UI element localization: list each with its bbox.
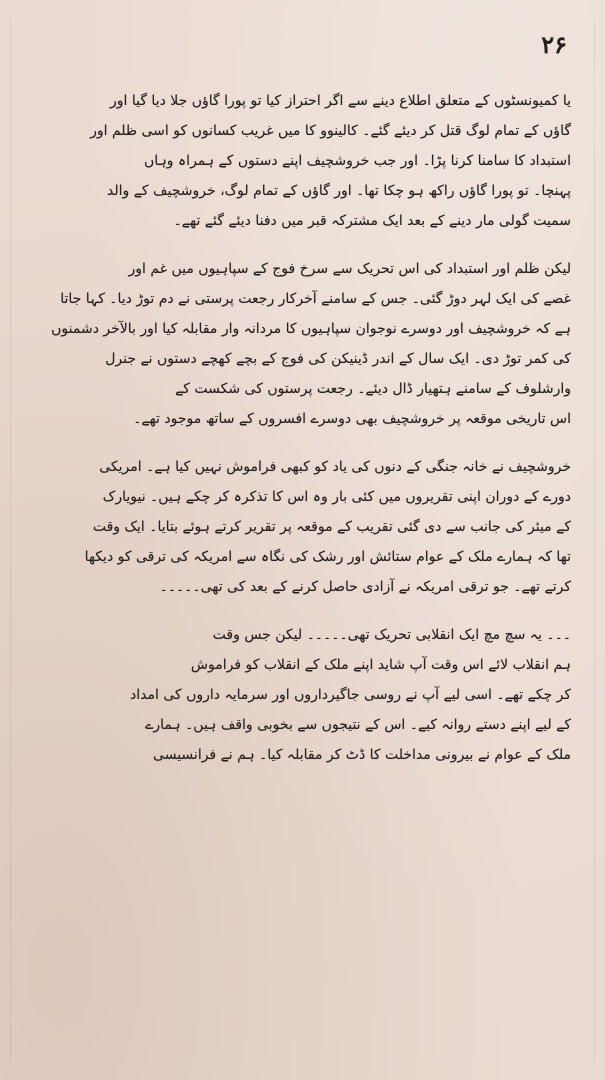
text-line: تھا کہ ہمارے ملک کے عوام ستائش اور رشک کی نگاہ سے امریکہ کی ترقی کو دیکھا <box>84 549 571 565</box>
paragraph <box>40 620 571 770</box>
text-line: خروشچیف نے خانہ جنگی کے دنوں کی یاد کو کبھی فراموش نہیں کیا ہے۔ امریکی <box>99 459 571 475</box>
paragraph <box>40 254 571 434</box>
text-line: ملک کے عوام نے بیرونی مداخلت کا ڈٹ کر مقابلہ کیا۔ ہم نے فرانسیسی <box>153 747 571 763</box>
paragraph <box>40 86 571 236</box>
text-line: کرتے تھے۔ جو ترقی امریکہ نے آزادی حاصل کرنے کے بعد کی تھی۔۔۔۔۔ <box>159 579 571 595</box>
text-line: دورے کے دوران اپنی تقریروں میں کئی بار وہ اس کا تذکرہ کر چکے ہیں۔ نیویارک <box>102 489 571 505</box>
text-line: اس تاریخی موقعہ پر خروشچیف بھی دوسرے افسروں کے ساتھ موجود تھے۔ <box>133 411 571 427</box>
text-line: ہے کہ خروشچیف اور دوسرے نوجوان سپاہیوں کا مردانہ وار مقابلہ کیا اور بالآخر دشمنوں <box>51 321 571 337</box>
page-body <box>40 86 571 788</box>
page-number: ۲۶ <box>541 30 567 59</box>
text-line: کے میئر کی جانب سے دی گئی تقریب کے موقعہ پر تقریر کرتے ہوئے بتایا۔ ایک وقت <box>92 519 571 535</box>
text-line: یا کمیونسٹوں کے متعلق اطلاع دینے سے اگر احتراز کیا تو پورا گاؤں جلا دیا گیا اور <box>109 93 571 109</box>
text-line: استبداد کا سامنا کرنا پڑا۔ اور جب خروشچیف اپنے دستوں کے ہمراہ وہاں <box>144 153 571 169</box>
text-line: لیکن ظلم اور استبداد کی اس تحریک سے سرخ فوج کے سپاہیوں میں غم اور <box>128 261 571 277</box>
text-line: ہم انقلاب لائے اس وقت آپ شاید اپنے ملک کے انقلاب کو فراموش <box>190 657 571 673</box>
text-line: کر چکے تھے۔ اسی لیے آپ نے روسی جاگیرداروں اور سرمایہ داروں کی امداد <box>130 687 571 703</box>
text-line: وارشلوف کے سامنے ہتھیار ڈال دیئے۔ رجعت پرستوں کی شکست کے <box>175 381 571 397</box>
text-line: کے لیے اپنے دستے روانہ کیے۔ اس کے نتیجوں سے بخوبی واقف ہیں۔ ہمارے <box>145 717 571 733</box>
text-line: غصے کی ایک لہر دوڑ گئی۔ جس کے سامنے آخرکار رجعت پرستی نے دم توڑ دیا۔ کہا جاتا <box>60 291 571 307</box>
text-line: گاؤں کے تمام لوگ قتل کر دیئے گئے۔ کالینوو کا میں غریب کسانوں کو اسی ظلم اور <box>90 123 571 139</box>
text-line: کی کمر توڑ دی۔ ایک سال کے اندر ڈینیکن کی فوج کے بچے کھچے دستوں نے جنرل <box>105 351 571 367</box>
text-line: ۔۔۔ یہ سچ مچ ایک انقلابی تحریک تھی۔۔۔۔۔ لیکن جس وقت <box>212 627 571 643</box>
paragraph <box>40 452 571 602</box>
text-line: پہنچا۔ تو پورا گاؤں راکھ ہو چکا تھا۔ اور گاؤں کے تمام لوگ، خروشچیف کے والد <box>106 183 571 199</box>
text-line: سمیت گولی مار دینے کے بعد ایک مشترکہ قبر میں دفنا دیئے گئے تھے۔ <box>173 213 571 229</box>
